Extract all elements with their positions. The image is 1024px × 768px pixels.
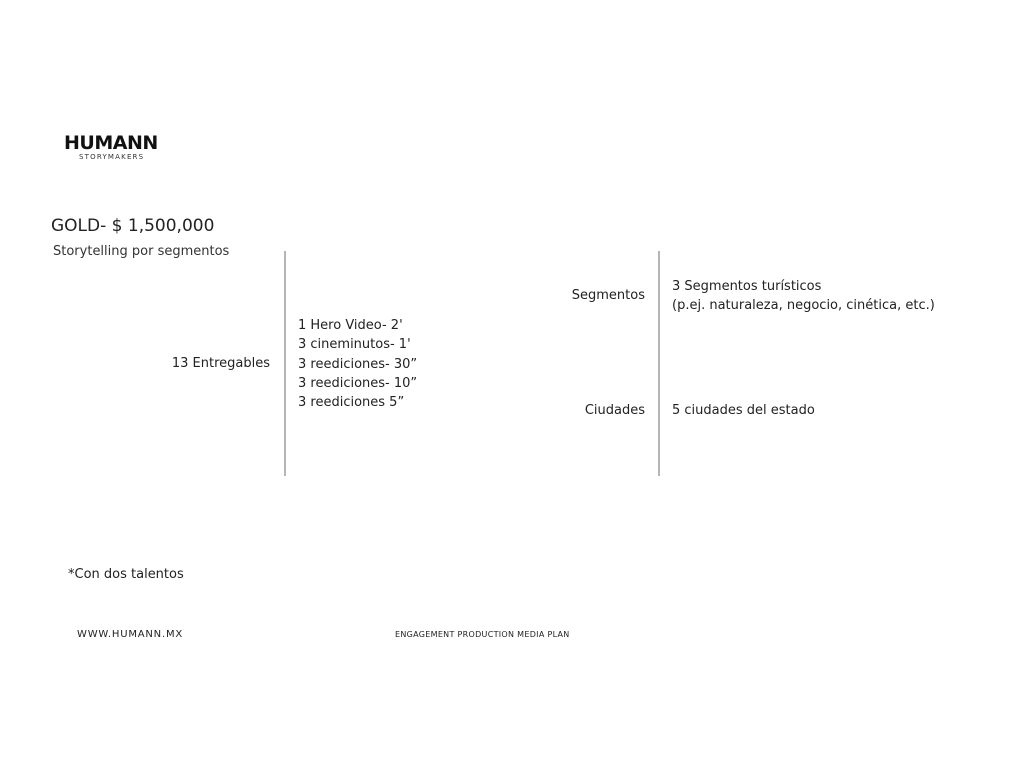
segments-label: Segmentos xyxy=(571,288,645,303)
deliverable-item: 3 cineminutos- 1' xyxy=(298,337,411,353)
deliverables-label: 13 Entregables xyxy=(171,356,270,371)
cities-label: Ciudades xyxy=(584,403,645,418)
brand-logo: HUMANN xyxy=(64,132,158,154)
package-subtitle: Storytelling por segmentos xyxy=(53,244,230,259)
segments-line: 3 Segmentos turísticos xyxy=(672,279,822,294)
deliverable-item: 3 reediciones 5” xyxy=(298,395,405,411)
package-title: GOLD- $ 1,500,000 xyxy=(51,216,215,236)
deliverable-item: 3 reediciones- 30” xyxy=(298,356,418,372)
divider-left xyxy=(284,251,286,476)
segments-value xyxy=(672,277,935,315)
divider-right xyxy=(658,251,660,476)
footnote: *Con dos talentos xyxy=(68,567,184,582)
brand-tagline: STORYMAKERS xyxy=(79,153,145,161)
segments-line: (p.ej. naturaleza, negocio, cinética, etc.) xyxy=(672,298,935,313)
deliverables-list xyxy=(298,316,417,412)
footer-plan-title: ENGAGEMENT PRODUCTION MEDIA PLAN xyxy=(395,630,570,639)
deliverable-item: 1 Hero Video- 2' xyxy=(298,318,403,333)
cities-value: 5 ciudades del estado xyxy=(672,403,815,418)
footer-url[interactable]: WWW.HUMANN.MX xyxy=(77,629,184,640)
deliverable-item: 3 reediciones- 10” xyxy=(298,375,418,391)
